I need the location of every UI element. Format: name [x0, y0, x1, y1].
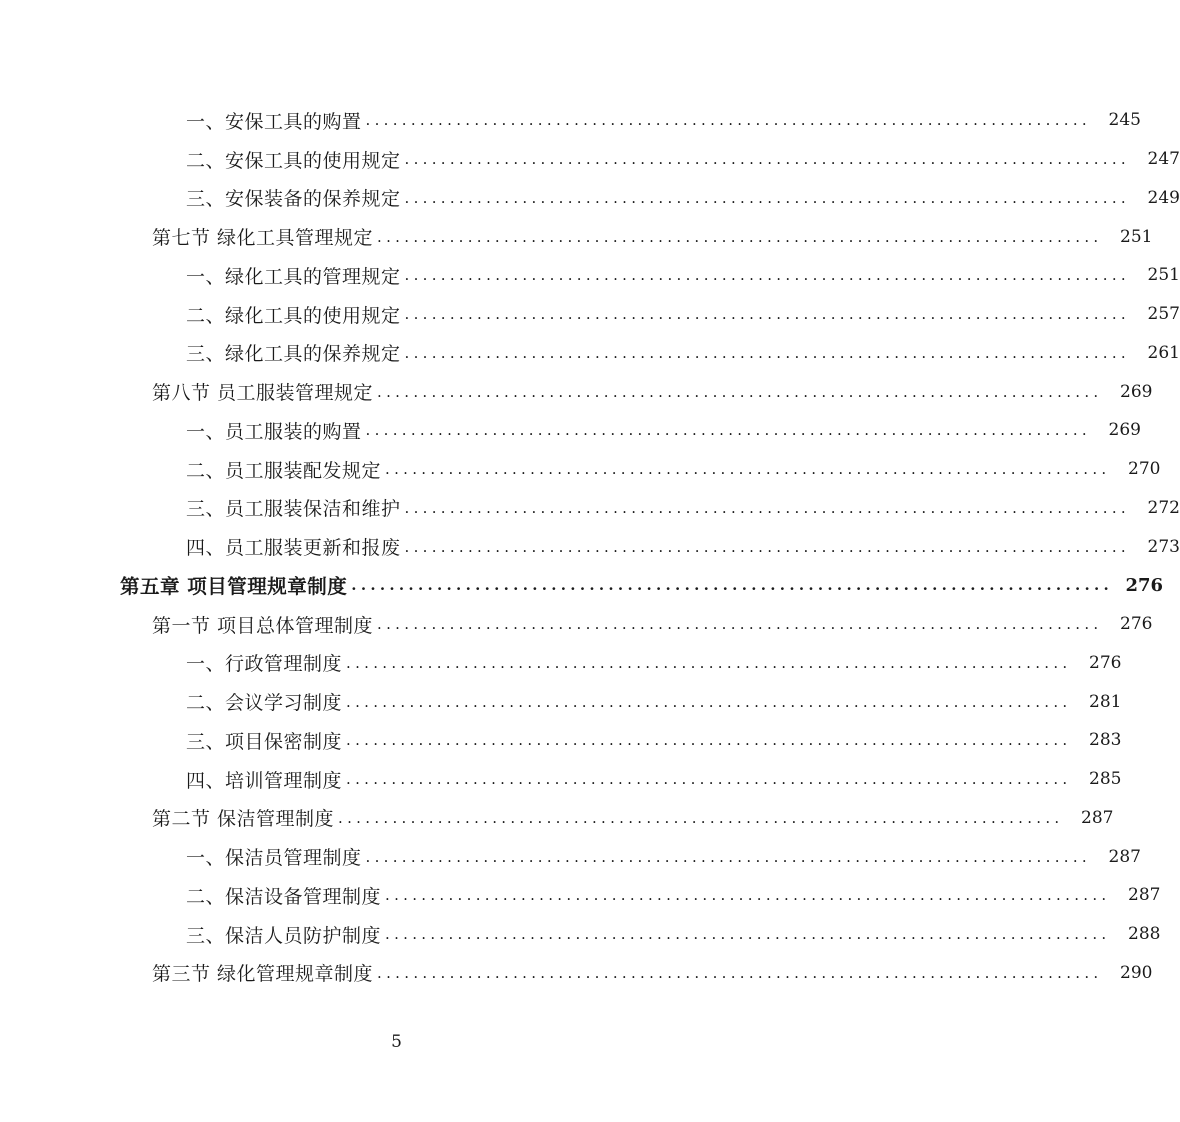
toc-subsection-entry[interactable]	[0, 644, 1122, 683]
toc-entry-label: 一、员工服装的购置	[186, 420, 362, 443]
toc-dot-leader: ................................................................................	[404, 305, 1130, 324]
toc-entry-label: 二、会议学习制度	[186, 692, 343, 715]
toc-section-entry[interactable]	[0, 217, 1153, 256]
toc-dot-leader: ................................................................................	[404, 343, 1130, 362]
toc-subsection-entry[interactable]	[0, 682, 1122, 721]
toc-dot-leader: ................................................................................	[338, 808, 1064, 827]
toc-dot-leader: ................................................................................	[377, 227, 1103, 246]
toc-entry-label: 第一节 项目总体管理制度	[152, 614, 374, 637]
toc-chapter-entry[interactable]	[0, 566, 1164, 605]
table-of-contents	[0, 101, 1180, 992]
toc-subsection-entry[interactable]	[0, 876, 1161, 915]
toc-entry-label: 一、安保工具的购置	[186, 110, 362, 133]
toc-dot-leader: ................................................................................	[385, 460, 1111, 479]
toc-subsection-entry[interactable]	[0, 411, 1141, 450]
toc-subsection-entry[interactable]	[0, 295, 1180, 334]
toc-entry-label: 二、安保工具的使用规定	[186, 149, 401, 172]
toc-entry-label: 一、绿化工具的管理规定	[186, 265, 401, 288]
toc-entry-label: 第八节 员工服装管理规定	[152, 382, 374, 405]
toc-dot-leader: ................................................................................	[404, 188, 1130, 207]
toc-section-entry[interactable]	[0, 372, 1153, 411]
page-number: 5	[391, 1032, 402, 1052]
toc-dot-leader: ................................................................................	[346, 731, 1072, 750]
toc-entry-label: 三、员工服装保洁和维护	[186, 498, 401, 521]
toc-dot-leader: ................................................................................	[385, 925, 1111, 944]
toc-subsection-entry[interactable]	[0, 179, 1180, 218]
toc-entry-label: 二、员工服装配发规定	[186, 459, 382, 482]
toc-dot-leader: ................................................................................	[404, 150, 1130, 169]
toc-entry-page: 287	[1128, 885, 1161, 906]
toc-entry-label: 第三节 绿化管理规章制度	[152, 963, 374, 986]
toc-entry-page: 251	[1120, 226, 1153, 247]
toc-entry-label: 一、保洁员管理制度	[186, 847, 362, 870]
toc-entry-page: 285	[1089, 769, 1122, 790]
toc-section-entry[interactable]	[0, 799, 1114, 838]
toc-dot-leader: ................................................................................	[404, 266, 1130, 285]
toc-entry-label: 二、保洁设备管理制度	[186, 885, 382, 908]
toc-entry-label: 二、绿化工具的使用规定	[186, 304, 401, 327]
toc-entry-page: 270	[1128, 459, 1161, 480]
toc-entry-label: 四、培训管理制度	[186, 769, 343, 792]
toc-entry-label: 四、员工服装更新和报废	[186, 537, 401, 560]
toc-subsection-entry[interactable]	[0, 527, 1180, 566]
toc-entry-page: 269	[1120, 381, 1153, 402]
toc-entry-page: 261	[1147, 342, 1180, 363]
toc-entry-page: 257	[1147, 304, 1180, 325]
toc-subsection-entry[interactable]	[0, 489, 1180, 528]
toc-subsection-entry[interactable]	[0, 450, 1161, 489]
toc-entry-label: 三、保洁人员防护制度	[186, 924, 382, 947]
toc-dot-leader: ................................................................................	[365, 111, 1091, 130]
toc-entry-page: 273	[1147, 536, 1180, 557]
toc-section-entry[interactable]	[0, 954, 1153, 993]
toc-subsection-entry[interactable]	[0, 334, 1180, 373]
toc-dot-leader: ................................................................................	[365, 847, 1091, 866]
toc-dot-leader: ................................................................................	[377, 615, 1103, 634]
toc-dot-leader: ................................................................................	[365, 421, 1091, 440]
toc-entry-page: 247	[1147, 149, 1180, 170]
toc-entry-page: 251	[1147, 265, 1180, 286]
toc-entry-page: 272	[1147, 497, 1180, 518]
toc-subsection-entry[interactable]	[0, 140, 1180, 179]
toc-entry-page: 288	[1128, 924, 1161, 945]
toc-entry-page: 287	[1108, 846, 1141, 867]
toc-entry-page: 290	[1120, 962, 1153, 983]
toc-entry-label: 第二节 保洁管理制度	[152, 808, 335, 831]
toc-entry-page: 276	[1125, 574, 1164, 596]
toc-dot-leader: ................................................................................	[404, 537, 1130, 556]
toc-dot-leader: ................................................................................	[351, 576, 1114, 595]
toc-dot-leader: ................................................................................	[346, 692, 1072, 711]
toc-dot-leader: ................................................................................	[385, 886, 1111, 905]
toc-subsection-entry[interactable]	[0, 915, 1161, 954]
toc-entry-label: 一、行政管理制度	[186, 653, 343, 676]
toc-entry-label: 第七节 绿化工具管理规定	[152, 227, 374, 250]
toc-entry-page: 276	[1089, 652, 1122, 673]
toc-dot-leader: ................................................................................	[404, 498, 1130, 517]
toc-subsection-entry[interactable]	[0, 101, 1141, 140]
toc-dot-leader: ................................................................................	[377, 382, 1103, 401]
toc-entry-page: 287	[1081, 807, 1114, 828]
toc-dot-leader: ................................................................................	[346, 770, 1072, 789]
toc-entry-label: 第五章 项目管理规章制度	[120, 575, 348, 599]
toc-subsection-entry[interactable]	[0, 256, 1180, 295]
toc-entry-page: 283	[1089, 730, 1122, 751]
toc-entry-page: 281	[1089, 691, 1122, 712]
toc-subsection-entry[interactable]	[0, 721, 1122, 760]
toc-subsection-entry[interactable]	[0, 760, 1122, 799]
toc-entry-page: 245	[1108, 110, 1141, 131]
toc-dot-leader: ................................................................................	[346, 653, 1072, 672]
toc-subsection-entry[interactable]	[0, 837, 1141, 876]
toc-section-entry[interactable]	[0, 605, 1153, 644]
toc-entry-label: 三、绿化工具的保养规定	[186, 343, 401, 366]
toc-dot-leader: ................................................................................	[377, 963, 1103, 982]
toc-entry-label: 三、项目保密制度	[186, 730, 343, 753]
toc-entry-label: 三、安保装备的保养规定	[186, 188, 401, 211]
toc-entry-page: 276	[1120, 614, 1153, 635]
toc-entry-page: 269	[1108, 420, 1141, 441]
toc-entry-page: 249	[1147, 187, 1180, 208]
